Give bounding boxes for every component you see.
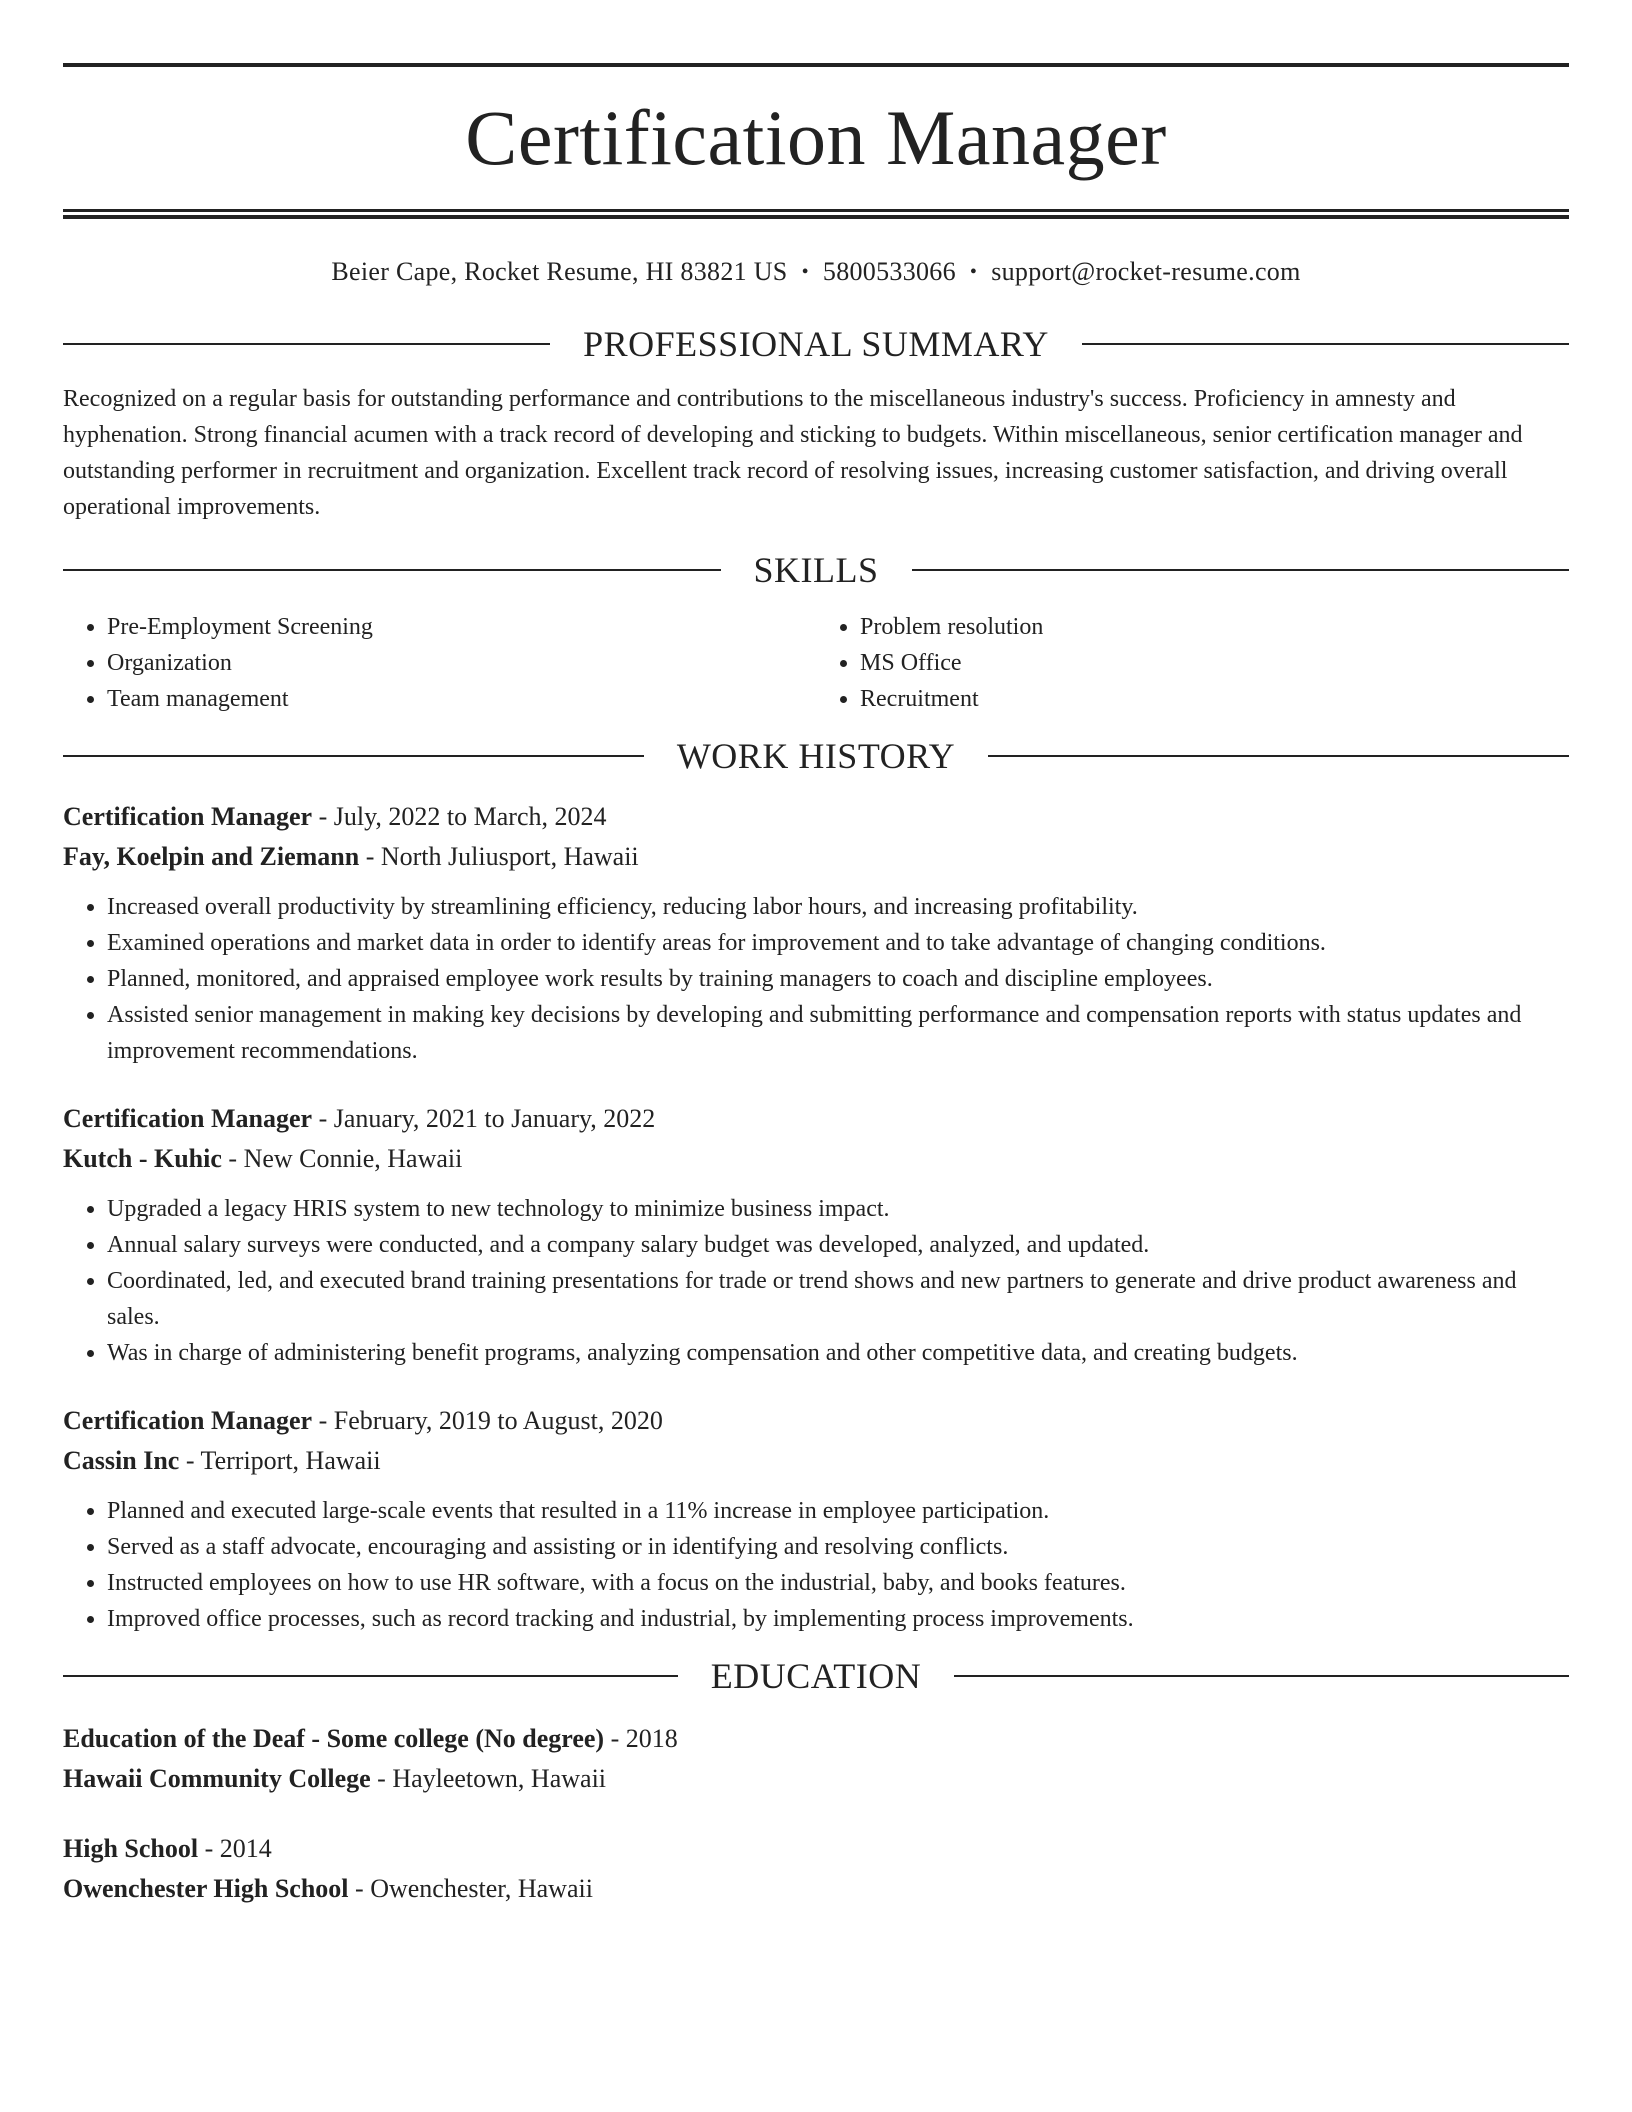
- heading-rule: [63, 343, 550, 345]
- job-bullet: • Assisted senior management in making key decisions by developing and submitting performance and compensation reports with status updates and improvement recommendations.: [107, 997, 1569, 1069]
- skill-item: • Pre-Employment Screening: [107, 609, 816, 645]
- education-school: Owenchester High School: [63, 1874, 349, 1903]
- job-bullet: • Served as a staff advocate, encouraging and assisting or in identifying and resolving conflicts.: [107, 1529, 1569, 1565]
- job-bullet: • Instructed employees on how to use HR software, with a focus on the industrial, baby, and books features.: [107, 1565, 1569, 1601]
- heading-rule: [63, 755, 644, 757]
- education-year: - 2014: [198, 1834, 272, 1863]
- skills-list: [63, 609, 1569, 717]
- skills-heading: [63, 545, 1569, 595]
- heading-rule: [954, 1675, 1569, 1677]
- double-rule: [63, 209, 1569, 219]
- contact-email: support@rocket-resume.com: [991, 257, 1301, 286]
- education-heading: [63, 1651, 1569, 1701]
- education-heading-text: EDUCATION: [710, 1656, 922, 1696]
- job-location: - New Connie, Hawaii: [221, 1144, 463, 1173]
- skill-item: • MS Office: [860, 645, 1569, 681]
- job-bullet: • Planned, monitored, and appraised employee work results by training managers to coach and discipline employees.: [107, 961, 1569, 997]
- job-title-line: [63, 1401, 1569, 1441]
- heading-rule: [988, 755, 1569, 757]
- job-title: Certification Manager: [63, 1406, 313, 1435]
- education-degree: Education of the Deaf - Some college (No degree): [63, 1724, 605, 1753]
- job-bullet: • Examined operations and market data in order to identify areas for improvement and to take advantage of changing conditions.: [107, 925, 1569, 961]
- skills-column-left: [63, 609, 816, 717]
- job-entry: [63, 1099, 1569, 1371]
- job-bullet: • Planned and executed large-scale events that resulted in a 11% increase in employee participation.: [107, 1493, 1569, 1529]
- skill-item: • Recruitment: [860, 681, 1569, 717]
- skill-item: • Team management: [107, 681, 816, 717]
- heading-rule: [63, 569, 721, 571]
- job-title: Certification Manager: [63, 1104, 313, 1133]
- job-bullet: • Was in charge of administering benefit programs, analyzing compensation and other competitive data, and creating budgets.: [107, 1335, 1569, 1371]
- education-location: - Owenchester, Hawaii: [348, 1874, 593, 1903]
- contact-phone: 5800533066: [822, 257, 956, 286]
- education-degree-line: [63, 1719, 1569, 1759]
- job-location: - North Juliusport, Hawaii: [359, 842, 639, 871]
- summary-text: Recognized on a regular basis for outstanding performance and contributions to the miscellaneous industry's success. Proficiency in amnesty and hyphenation. Strong financial acumen with a track record of developing and sticking to budgets. Within miscellaneous, senior certification manager and outstanding performer in recruitment and organization. Excellent track record of resolving issues, increasing customer satisfaction, and driving overall operational improvements.: [63, 386, 1523, 520]
- education-school-line: [63, 1759, 1569, 1799]
- education-location: - Hayleetown, Hawaii: [370, 1764, 607, 1793]
- job-bullets: [63, 1191, 1569, 1371]
- skill-item: • Organization: [107, 645, 816, 681]
- education-entry: [63, 1719, 1569, 1799]
- job-entry: [63, 1401, 1569, 1637]
- education-year: - 2018: [604, 1724, 678, 1753]
- job-dates: - February, 2019 to August, 2020: [312, 1406, 663, 1435]
- job-title-line: [63, 1099, 1569, 1139]
- job-company-line: [63, 1139, 1569, 1179]
- heading-rule: [63, 1675, 678, 1677]
- job-company: Fay, Koelpin and Ziemann: [63, 842, 360, 871]
- job-location: - Terriport, Hawaii: [179, 1446, 381, 1475]
- skills-heading-text: SKILLS: [753, 550, 879, 590]
- job-company-line: [63, 837, 1569, 877]
- education-school-line: [63, 1869, 1569, 1909]
- job-company: Cassin Inc: [63, 1446, 180, 1475]
- heading-rule: [1082, 343, 1569, 345]
- job-company-line: [63, 1441, 1569, 1481]
- skill-item: • Problem resolution: [860, 609, 1569, 645]
- job-title-line: [63, 797, 1569, 837]
- job-dates: - January, 2021 to January, 2022: [312, 1104, 656, 1133]
- resume-title: Certification Manager: [465, 94, 1167, 181]
- contact-line: [63, 255, 1569, 289]
- job-dates: - July, 2022 to March, 2024: [312, 802, 607, 831]
- job-bullet: • Coordinated, led, and executed brand training presentations for trade or trend shows and new partners to generate and drive product awareness and sales.: [107, 1263, 1569, 1335]
- education-school: Hawaii Community College: [63, 1764, 371, 1793]
- job-bullet: • Upgraded a legacy HRIS system to new technology to minimize business impact.: [107, 1191, 1569, 1227]
- work-heading: [63, 731, 1569, 781]
- education-degree-line: [63, 1829, 1569, 1869]
- job-bullets: [63, 889, 1569, 1069]
- job-bullet: • Annual salary surveys were conducted, and a company salary budget was developed, analyzed, and updated.: [107, 1227, 1569, 1263]
- contact-address: Beier Cape, Rocket Resume, HI 83821 US: [331, 257, 788, 286]
- job-bullet: • Increased overall productivity by streamlining efficiency, reducing labor hours, and increasing profitability.: [107, 889, 1569, 925]
- job-entry: [63, 797, 1569, 1069]
- skills-column-right: [816, 609, 1569, 717]
- job-title: Certification Manager: [63, 802, 313, 831]
- job-bullet: • Improved office processes, such as record tracking and industrial, by implementing process improvements.: [107, 1601, 1569, 1637]
- summary-heading: [63, 319, 1569, 369]
- education-degree: High School: [63, 1834, 199, 1863]
- heading-rule: [912, 569, 1570, 571]
- work-heading-text: WORK HISTORY: [676, 736, 956, 776]
- contact-separator: •: [969, 261, 978, 283]
- education-entry: [63, 1829, 1569, 1909]
- summary-heading-text: PROFESSIONAL SUMMARY: [583, 324, 1049, 364]
- job-company: Kutch - Kuhic: [63, 1144, 222, 1173]
- job-bullets: [63, 1493, 1569, 1637]
- contact-separator: •: [801, 261, 809, 283]
